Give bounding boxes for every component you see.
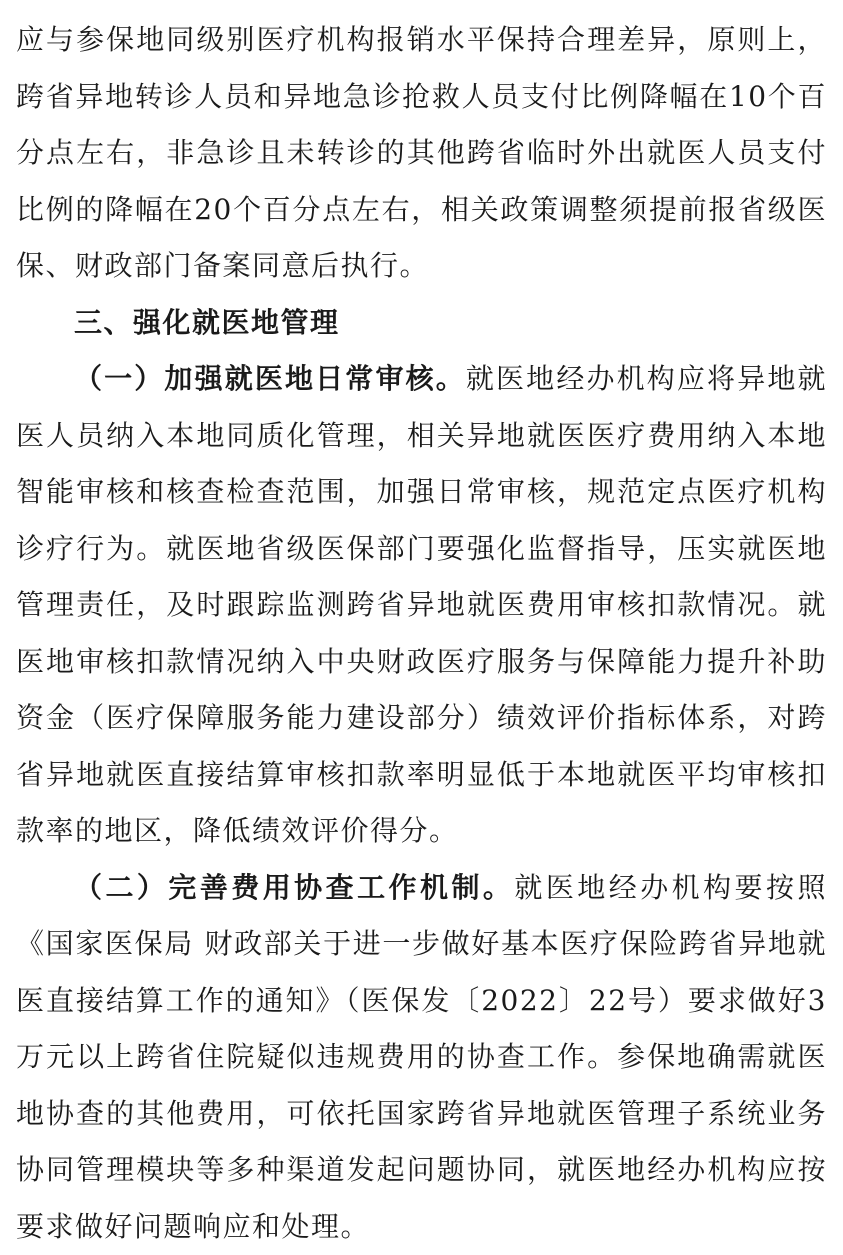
- paragraph-cost-check: [16, 860, 827, 1255]
- paragraph-text: 应与参保地同级别医疗机构报销水平保持合理差异，原则上，跨省异地转诊人员和异地急诊抢救人员支付比例降幅在10个百分点左右，非急诊且未转诊的其他跨省临时外出就医人员支付比例的降幅在20个百分点左右，相关政策调整须提前报省级医保、财政部门备案同意后执行。: [16, 23, 827, 282]
- paragraph-text: 就医地经办机构要按照《国家医保局 财政部关于进一步做好基本医疗保险跨省异地就医直接结算工作的通知》（医保发〔2022〕22号）要求做好3万元以上跨省住院疑似违规费用的协查工作。参保地确需就医地协查的其他费用，可依托国家跨省异地就医管理子系统业务协同管理模块等多种渠道发起问题协同，就医地经办机构应按要求做好问题响应和处理。: [16, 871, 827, 1243]
- paragraph-lead: （一）加强就医地日常审核。: [74, 362, 466, 395]
- section-heading: 三、强化就医地管理: [16, 295, 827, 352]
- paragraph-daily-review: [16, 351, 827, 860]
- paragraph-continuation: [16, 12, 827, 295]
- paragraph-text: 就医地经办机构应将异地就医人员纳入本地同质化管理，相关异地就医医疗费用纳入本地智能审核和核查检查范围，加强日常审核，规范定点医疗机构诊疗行为。就医地省级医保部门要强化监督指导，压实就医地管理责任，及时跟踪监测跨省异地就医费用审核扣款情况。就医地审核扣款情况纳入中央财政医疗服务与保障能力提升补助资金（医疗保障服务能力建设部分）绩效评价指标体系，对跨省异地就医直接结算审核扣款率明显低于本地就医平均审核扣款率的地区，降低绩效评价得分。: [16, 362, 827, 847]
- paragraph-lead: （二）完善费用协查工作机制。: [74, 871, 514, 904]
